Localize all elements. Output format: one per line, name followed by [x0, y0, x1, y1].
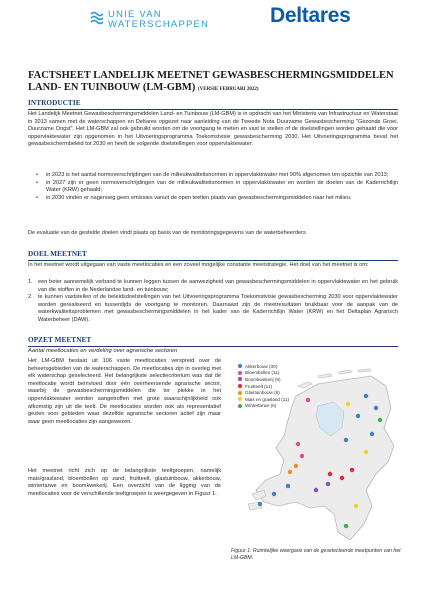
opzet-paragraph-1: Het LM-GBM bestaat uit 106 vaste meetlocaties verspreid over de beheersgebieden van de waterschappen. De meetlocaties zijn in overleg met elk waterschap geselecteerd. Het belangrijkste selectiecriterium was dat de meetlocatie wordt beïnvloed door één overheersende agrarische sector, waarbij de gewasbeschermingsmiddelen die ter plekke in het oppervlaktewater worden aangetroffen met grote waarschijnlijkheid ook afkomstig zijn uit die teelt. De meetlocaties worden ook als representatief gezien voor gebieden waar dezelfde agrarische sectoren actief zijn maar waar geen meetlocaties zijn aangewezen. [28, 358, 221, 425]
deltares-logo: Deltares [270, 4, 351, 27]
waterschappen-logo-icon [90, 11, 104, 25]
section-heading-introductie: INTRODUCTIE [28, 99, 81, 107]
point-bloembollen [300, 454, 304, 458]
intro-bullet-list [28, 172, 398, 202]
opzet-paragraph-2: Het meetnet richt zich op de belangrijkste teeltgroepen, namelijk mais/grasland, bloembollen op zand, fruitteelt, glastuinbouw, akkerbouw, wintertarwe en boomkwekerij. Een overzicht van de ligging van de meetlocaties voor de verschillende teeltgroepen is weergegeven in Figuur 1. [28, 468, 221, 497]
legend-item: Boomkwekerij (9) [238, 376, 289, 383]
point-glastuinbouw [294, 464, 298, 468]
list-item: 2. te kunnen vaststellen of de beleidsdoelstellingen van het Uitvoeringsprogramma Toekomstvisie gewasbescherming 2030 voor oppervlaktewater worden gerealiseerd en tussentijds de voortgang te monitoren. Daarnaast zijn de meetresultaten bruikbaar voor de aanpak van de waterkwaliteitsproblemen met gewasbeschermingsmiddelen in het kader van de Kaderrichtlijn Water (KRW) en het Deltaplan Agrarisch Waterbeheer (DAW). [28, 294, 398, 323]
legend-item: Bloembollen (11) [238, 370, 289, 377]
section-divider [28, 109, 398, 110]
point-mais-grasland [346, 402, 350, 406]
intro-closing: De evaluatie van de gestelde doelen vindt plaats op basis van de monitoringsgegevens van de waterbeheerders. [28, 230, 308, 236]
point-akkerbouw [258, 502, 262, 506]
point-akkerbouw [370, 432, 374, 436]
opzet-subheading: Aantal meetlocaties en verdeling over agrarische sectoren [28, 348, 178, 354]
point-bloembollen [306, 398, 310, 402]
point-fruitteelt [328, 472, 332, 476]
point-boomkwekerij [326, 482, 330, 486]
point-akkerbouw [272, 492, 276, 496]
list-item: 1. een beter aannemelijk verband te kunnen leggen tussen de aanwezigheid van gewasbeschermingsmiddelen in oppervlaktewater en het gebruik van die stoffen in de Nederlandse land- en tuinbouw; [28, 279, 398, 293]
point-akkerbouw [364, 394, 368, 398]
point-wintertarwe [344, 524, 348, 528]
point-fruitteelt [340, 476, 344, 480]
point-wintertarwe [378, 418, 382, 422]
point-fruitteelt [350, 468, 354, 472]
title-main: FACTSHEET LANDELIJK MEETNET GEWASBESCHERMINGSMIDDELEN LAND- EN TUINBOUW (LM-GBM) [28, 70, 394, 93]
legend-item: Glastuinbouw (9) [238, 389, 289, 396]
list-item: • in 2030 vinden er nagenoeg geen emissies vanuit de open teelten plaats van gewasbeschermingsmiddelen naar het milieu. [36, 194, 352, 201]
point-glastuinbouw [288, 470, 292, 474]
legend-item: Mais en grasland (11) [238, 396, 289, 403]
legend-item: Fruitteelt (11) [238, 383, 289, 390]
section-divider [28, 346, 398, 347]
section-divider [28, 260, 398, 261]
point-akkerbouw [374, 406, 378, 410]
point-akkerbouw [356, 414, 360, 418]
point-mais-grasland [354, 504, 358, 508]
logo-left-line2: WATERSCHAPPEN [108, 18, 210, 30]
list-item: • in 2023 is het aantal normoverschrijdingen van de milieukwaliteitsnormen in oppervlaktewater met 90% afgenomen ten opzichte van 2013; [36, 172, 389, 178]
list-item: • in 2027 zijn er geen normoverschrijdingen van de milieukwaliteitsnormen in oppervlaktewater en worden de doelen van de Kaderrichtlijn Water (KRW) gehaald; [36, 179, 398, 194]
point-boomkwekerij [314, 488, 318, 492]
figure-caption: Figuur 1: Ruimtelijke weergave van de geselecteerde meetpunten van het LM-GBM. [231, 548, 401, 561]
map-legend [238, 363, 289, 409]
logo-left-line1: UNIE VAN [108, 9, 162, 20]
point-akkerbouw [286, 484, 290, 488]
title-version: (VERSIE FEBRUARI 2022) [197, 87, 259, 92]
legend-item: Akkerbouw (30) [238, 363, 289, 370]
legend-item: Wintertarwe (6) [238, 403, 289, 410]
section-heading-doel: DOEL MEETNET [28, 250, 87, 258]
doel-paragraph: In het meetnet wordt uitgegaan van vaste meetlocaties en een zoveel mogelijke constante meetstrategie. Het doel van het meetnet is om: [28, 262, 369, 268]
section-heading-opzet: OPZET MEETNET [28, 336, 92, 344]
point-bloembollen [296, 442, 300, 446]
doel-numbered-list [28, 279, 398, 325]
point-mais-grasland [364, 450, 368, 454]
page-title [28, 70, 398, 96]
intro-paragraph: Het Landelijk Meetnet Gewasbeschermingsmiddelen Land- en Tuinbouw (LM-GBM) is in opdracht van het Ministerie van Infrastructuur en Waterstaat in 2013 samen met de waterschappen en Deltares opgezet naar aanleiding van de Tweede Nota Duurzame Gewasbescherming "Gezonde Groei, Duurzame Oogst". Het LM-GBM zal ook gebruikt worden om de voortgang te meten en vast te stellen of de doelstellingen worden gehaald die voor oppervlaktewater zijn opgenomen in het Uitvoeringsprogramma Toekomstvisie gewasbescherming 2030. Het Uitvoeringsprogramma bevat het gewasbeschermbeleid tot 2030 en heeft de volgende doelstellingen voor oppervlaktewater: [28, 111, 398, 148]
point-akkerbouw [344, 438, 348, 442]
